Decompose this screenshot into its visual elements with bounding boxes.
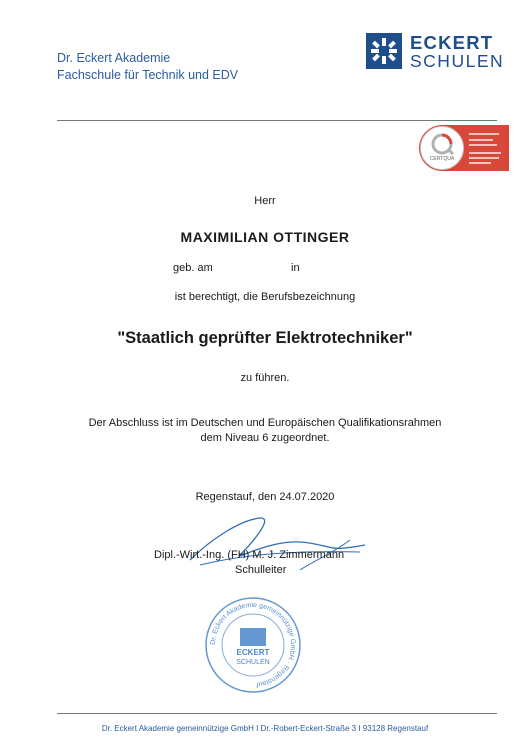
certqua-label: CERTQUA xyxy=(429,156,455,162)
institution-name: Dr. Eckert Akademie xyxy=(57,51,171,65)
signatory-role: Schulleiter xyxy=(235,564,287,576)
to-use-text: zu führen. xyxy=(240,372,290,384)
institution-subtitle: Fachschule für Technik und EDV xyxy=(57,68,239,82)
stamp-center-bottom: SCHULEN xyxy=(236,659,270,666)
logo-mark-icon xyxy=(366,33,402,69)
institution-header xyxy=(57,50,238,84)
cert-text-line xyxy=(469,152,501,154)
logo-word-eckert: ECKERT xyxy=(410,32,494,53)
footer-divider xyxy=(57,713,497,714)
qualification-line-2: dem Niveau 6 zugeordnet. xyxy=(200,432,330,444)
footer-address: Dr. Eckert Akademie gemeinnützige GmbH I Dr.-Robert-Eckert-Straße 3 I 93128 Regenstauf xyxy=(101,724,429,733)
birth-date-label: geb. am xyxy=(173,262,213,274)
stamp-ring-text: Dr. Eckert Akademie gemeinnützige GmbH · Regenstauf xyxy=(209,601,297,688)
recipient-name: MAXIMILIAN OTTINGER xyxy=(180,229,350,245)
certqua-seal-icon xyxy=(420,126,464,170)
birth-place-label: in xyxy=(291,262,300,274)
header-divider xyxy=(57,120,497,121)
professional-title: "Staatlich geprüfter Elektrotechniker" xyxy=(117,329,413,347)
cert-text-line xyxy=(469,144,497,146)
eckert-logo xyxy=(366,32,505,73)
logo-word-schulen: SCHULEN xyxy=(410,51,505,71)
stamp-center-top: ECKERT xyxy=(236,648,270,657)
cert-text-line xyxy=(469,139,493,141)
cert-text-line xyxy=(469,157,499,159)
place-and-date: Regenstauf, den 24.07.2020 xyxy=(195,491,335,503)
entitlement-text: ist berechtigt, die Berufsbezeichnung xyxy=(174,291,356,303)
cert-text-line xyxy=(469,162,491,164)
qualification-line-1: Der Abschluss ist im Deutschen und Europäischen Qualifikationsrahmen xyxy=(88,417,442,429)
official-stamp xyxy=(203,595,303,695)
certqua-badge xyxy=(419,125,509,173)
cert-text-line xyxy=(469,133,499,135)
signatory-name: Dipl.-Wirt.-Ing. (FH) M. J. Zimmermann xyxy=(154,549,345,561)
salutation: Herr xyxy=(254,195,276,207)
